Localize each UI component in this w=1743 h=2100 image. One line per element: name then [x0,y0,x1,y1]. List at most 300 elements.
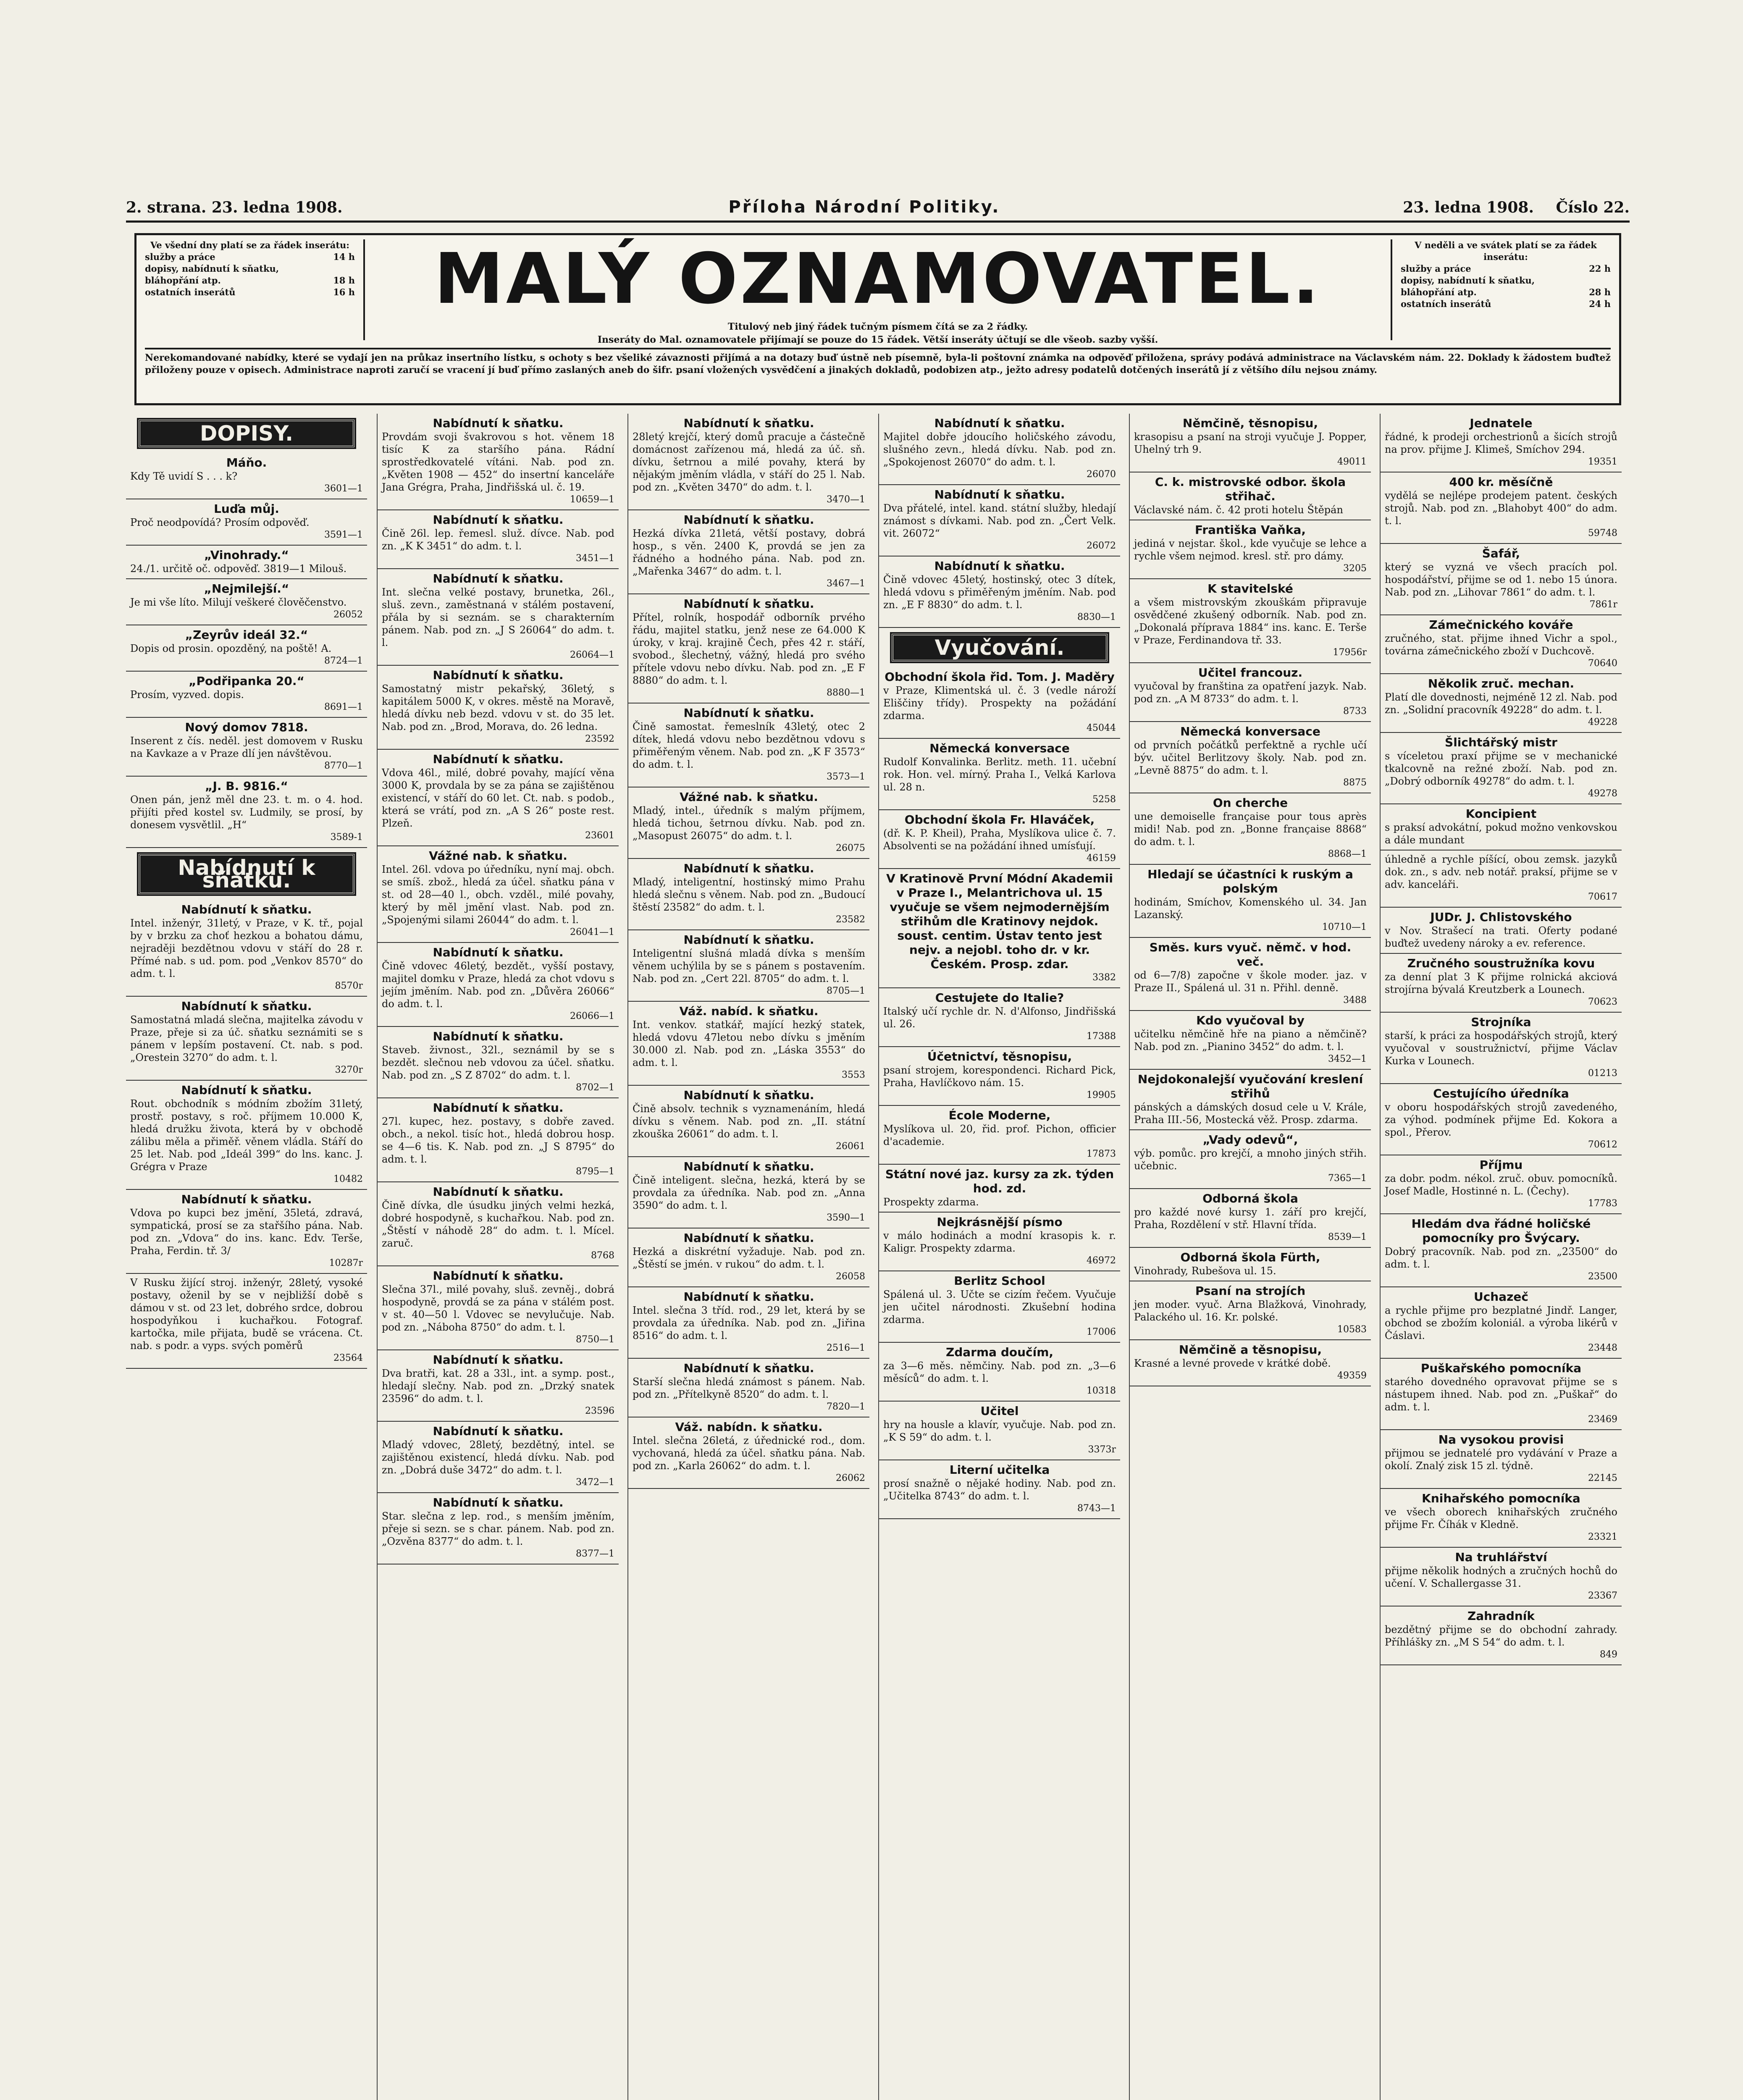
classified-ad [126,499,367,546]
ad-heading: Šlichtářský mistr [1445,735,1557,749]
ad-heading: Nabídnutí k sňatku. [683,933,814,947]
ad-text: Inteligentní slušná mladá dívka s menším věnem uchýlila by se s pánem s postavením. Nab. pod zn. „Cert 22l. 8705“ do adm. t. l. [633,948,865,984]
ad-heading: Učitel [980,1404,1019,1418]
classified-ad [879,1165,1120,1213]
ad-heading: Odborná škola Fürth, [1180,1250,1320,1264]
classified-ad [1381,544,1622,615]
ad-number: 3472—1 [576,1477,614,1488]
ad-number: 8750—1 [576,1334,614,1345]
ad-heading: Vážné nab. k sňatku. [680,790,818,804]
classified-ad [378,1422,619,1493]
ad-heading: Nabídnutí k sňatku. [433,752,564,766]
ad-text: Int. slečna velké postavy, brunetka, 26l., sluš. zevn., zaměstnaná v stálém postavení, přála by si seznám. se s charakterním pánem. Nab. pod zn. „J S 26064“ do adm. t. l. [382,586,614,648]
classified-ad [879,1271,1120,1343]
ad-number: 3573—1 [827,772,865,782]
ad-text: Myslíkova ul. 20, řid. prof. Pichon, officier d'academie. [883,1123,1116,1147]
ad-heading: Nabídnutí k sňatku. [433,1029,564,1043]
ad-number: 10583 [1337,1324,1367,1335]
classified-ad [879,1213,1120,1271]
ad-text: Je mi vše líto. Milují veškeré člověčenstvo. [130,596,347,608]
ad-text: Přítel, rolník, hospodář odborník prvého řádu, majitel statku, jenž nese ze 64.000 K úroky, v kraj. krajině Čech, přes 42 r. stáří, svobod., šlechetný, vážný, hledá pro svého přítele vdovu nebo dívku. Nab. pod zn. „E F 8880“ do adm. t. l. [633,612,865,686]
ad-text: zručného, stat. přijme ihned Vichr a spol., továrna zámečnického zboží v Duchcově. [1385,633,1617,657]
classified-ad [1381,472,1622,544]
ad-heading: 400 kr. měsíčně [1449,475,1553,489]
ad-heading: Nabídnutí k sňatku. [433,1101,564,1115]
ad-heading: Nabídnutí k sňatku. [683,513,814,527]
ad-number: 46972 [1087,1255,1116,1266]
classified-ad [1381,1084,1622,1155]
classified-ad [1130,1011,1371,1070]
classified-ad [1381,954,1622,1013]
ad-number: 8377—1 [576,1549,614,1559]
ad-text: Čině dívka, dle úsudku jiných velmi hezká, dobré hospodyně, s kuchařkou. Nab. pod zn. „Štěstí v náhodě 28“ do adm. t. l. Mícel. zaruč. [382,1200,614,1249]
ad-heading: Nabídnutí k sňatku. [433,513,564,527]
ad-text: Intel. slečna 3 tříd. rod., 29 let, která by se provdala za úředníka. Nab. pod zn. „Jiřina 8516“ do adm. t. l. [633,1305,865,1341]
ad-heading: Berlitz School [954,1274,1045,1288]
classified-ad [1130,1189,1371,1248]
classified-ad [1130,793,1371,865]
classified-ad [126,900,367,997]
ad-text: 24./1. určitě oč. odpověď. 3819—1 Milouš. [130,563,347,575]
ad-number: 8705—1 [827,986,865,996]
ad-heading: Cestujícího úředníka [1433,1087,1569,1100]
ad-number: 3451—1 [576,553,614,564]
ad-text: od 6—7/8) započne v škole moder. jaz. v Praze II., Spálená ul. 31 n. Přihl. denně. [1134,969,1367,994]
classified-ad [1381,733,1622,804]
ad-text: Provdám svoji švakrovou s hot. věnem 18 tisíc K za staršího pána. Rádní sprostředkovatelé vítáni. Nab. pod zn. „Květen 1908 — 452“ do insertní kanceláře Jana Grégra, Praha, Jindřišská ul. č. 19. [382,431,614,493]
ad-number: 26041—1 [570,927,614,937]
classified-ad [1130,414,1371,472]
ad-number: 3467—1 [827,578,865,589]
classified-ad [628,1287,869,1359]
ad-number: 3270r [335,1065,363,1075]
classified-ad [378,1266,619,1350]
ad-number: 23469 [1588,1414,1617,1425]
classified-ad [378,1182,619,1266]
ad-text: Samostatný mistr pekařský, 36letý, s kapitálem 5000 K, v okres. městě na Moravě, hledá dívku neb bezd. vdovu v st. do 35 let. Nab. pod zn. „Brod, Morava, do. 26 ledna. [382,683,614,732]
ad-text: učitelku němčině hře na piano a němčině? Nab. pod zn. „Pianino 3452“ do adm. t. l. [1134,1028,1367,1053]
ad-text: přijmou se jednatelé pro vydávání v Praze a okolí. Znalý zisk 15 zl. týdně. [1385,1447,1617,1472]
classified-ad [378,569,619,666]
ad-column [1129,414,1371,2100]
ad-number: 26075 [836,843,865,853]
ad-heading: „Podřipanka 20.“ [189,674,304,688]
ad-text: v oboru hospodářských strojů zavedeného, za výhod. podmínek přijme Ed. Kokora a spol., Přerov. [1385,1101,1617,1138]
ad-heading: Hledám dva řádné holičské pomocníky pro Švýcary. [1411,1217,1591,1245]
ad-heading: Nabídnutí k sňatku. [683,1160,814,1173]
classified-ad [879,1343,1120,1402]
ad-number: 19905 [1087,1090,1116,1100]
ad-heading: Zámečnického kováře [1429,618,1573,632]
ad-heading: Zdarma doučím, [945,1345,1054,1359]
ad-number: 26072 [1087,541,1116,551]
ad-text: Čině absolv. technik s vyznamenáním, hledá dívku s věnem. Nab. pod zn. „II. státní zkouška 26061“ do adm. t. l. [633,1103,865,1140]
classified-ad [879,414,1120,485]
ad-heading: Psaní na strojích [1195,1284,1306,1298]
classified-ad [1381,1013,1622,1084]
classified-ad [1381,1489,1622,1548]
ad-heading: Vážné nab. k sňatku. [429,849,567,863]
classified-ad [126,1081,367,1190]
ad-text: Hezká dívka 21letá, větší postavy, dobrá hosp., s věn. 2400 K, provdá se jen za řádného a hodného pána. Nab. pod zn. „Mařenka 3467“ do adm. t. l. [633,528,865,577]
ad-heading: Nabídnutí k sňatku. [683,861,814,875]
ad-number: 3205 [1343,563,1367,574]
date-issue [1386,199,1630,216]
ad-heading: Nabídnutí k sňatku. [683,706,814,720]
ad-number: 49359 [1337,1370,1367,1381]
classified-ad [126,672,367,718]
classified-ad [1381,1430,1622,1489]
classified-ad [1130,520,1371,579]
supplement-title: Příloha Národní Politiky. [728,197,1000,217]
classified-ad [879,1047,1120,1106]
ad-number: 8702—1 [576,1082,614,1093]
ad-heading: C. k. mistrovské odbor. škola střihač. [1155,475,1346,503]
ad-heading: Strojníka [1471,1015,1531,1029]
classified-ad [1381,908,1622,954]
ad-number: 2516—1 [827,1343,865,1353]
ad-text: Dva přátelé, intel. kand. státní služby, hledají známost s dívkami. Nab. pod zn. „Čert Velk. vit. 26072“ [883,502,1116,539]
ad-heading: Hledají se účastníci k ruským a polským [1147,867,1353,895]
ad-heading: Na vysokou provisi [1438,1433,1564,1446]
classified-ad [628,1359,869,1418]
ad-number: 10710—1 [1322,922,1367,932]
ad-number: 26061 [836,1141,865,1152]
ad-heading: Šafář, [1482,546,1520,560]
ad-text: une demoiselle française pour tous après midi! Nab. pod zn. „Bonne française 8868“ do adm. t. l. [1134,811,1367,848]
ad-heading: Puškařského pomocníka [1420,1361,1582,1375]
classified-ad [1130,579,1371,663]
classified-ad [1381,1287,1622,1359]
ad-text: (dř. K. P. Kheil), Praha, Myslíkova ulice č. 7. Absolventi se na požádání ihned umísťují. [883,827,1116,852]
ad-text: který se vyzná ve všech pracích pol. hospodářství, přijme se od 1. nebo 15 února. Nab. pod zn. „Lihovar 7861“ do adm. t. l. [1385,561,1617,598]
ad-heading: Němčině a těsnopisu, [1179,1343,1322,1357]
classified-ad [378,1493,619,1564]
ad-number: 23582 [836,914,865,925]
classified-ad [1130,1281,1371,1340]
ad-heading: Obchodní škola Fr. Hlaváček, [904,813,1095,827]
ad-heading: „J. B. 9816.“ [205,779,288,793]
newspaper-page [126,0,1630,2100]
ad-text: Intel. 26l. vdova po úředníku, nyní maj. obch. se smíš. zbož., hledá za účel. sňatku pána v st. od 28—40 l., obch. vzděl., milé povahy, který by měl jmění vlast. Nab. pod zn. „Spojenými silami 26044“ do adm. t. l. [382,864,614,926]
ad-heading: Směs. kurs vyuč. němč. v hod. več. [1149,940,1352,969]
ad-heading: Nabídnutí k sňatku. [181,903,312,916]
ad-heading: Máňo. [226,456,267,470]
classified-ad [378,1027,619,1098]
ad-number: 3452—1 [1328,1054,1367,1064]
ad-heading: „Nejmilejší.“ [204,582,289,596]
ad-number: 19351 [1588,457,1617,467]
classified-ad [1130,1130,1371,1189]
section-banner: DOPISY. [139,420,354,447]
price-row: dopisy, nabídnutí k sňatku, [145,263,279,274]
ad-number: 5258 [1092,794,1116,805]
ad-heading: K stavitelské [1208,582,1293,596]
ad-heading: Nejkrásnější písmo [937,1215,1063,1229]
ad-number: 8875 [1343,777,1367,788]
classified-ad [1130,865,1371,938]
ad-text: Prospekty zdarma. [883,1196,979,1208]
ad-text: 28letý krejčí, který domů pracuje a částečně domácnost zařízenou má, hledá za úč. sň. dívku, šetrnou a milé povahy, která by nějakým jměním vládla, v stáří do 25 l. Nab. pod zn. „Květen 3470“ do adm. t. l. [633,431,865,493]
ad-number: 23321 [1588,1532,1617,1542]
ad-heading: Jednatele [1470,416,1533,430]
ad-text: s víceletou praxí přijme se v mechanické tkalcovně na režné zboží. Nab. pod zn. „Dobrý odborník 49278“ do adm. t. l. [1385,750,1617,787]
ad-text: Rudolf Konvalinka. Berlitz. meth. 11. učební rok. Hon. vel. mírný. Praha I., Velká Karlova ul. 28 n. [883,756,1116,793]
ad-text: s praksí advokátní, pokud možno venkovskou a dále mundant [1385,822,1617,846]
classified-ad [628,930,869,1002]
ad-heading: Nabídnutí k sňatku. [181,1083,312,1097]
ad-text: Samostatná mladá slečna, majitelka závodu v Praze, přeje si za úč. sňatku seznámiti se s pánem v lepším postavení. Ct. nab. s pod. „Orestein 3270“ do adm. t. l. [130,1014,363,1063]
price-row: ostatních inserátů 16 h [145,287,355,297]
ad-text: Čině inteligent. slečna, hezká, která by se provdala za úředníka. Nab. pod zn. „Anna 3590“ do adm. t. l. [633,1174,865,1211]
ad-text: krasopisu a psaní na stroji vyučuje J. Popper, Uhelný trh 9. [1134,431,1367,455]
classified-ad [1130,1340,1371,1386]
classified-ad [378,1350,619,1422]
classified-ad [126,579,367,625]
ad-number: 8795—1 [576,1166,614,1177]
classified-ad [1381,414,1622,472]
ad-number: 8539—1 [1328,1232,1367,1242]
ad-heading: Nabídnutí k sňatku. [433,1424,564,1438]
classified-ad [879,556,1120,628]
classified-ad [378,846,619,943]
ad-text: pro každé nové kursy 1. září pro krejčí, Praha, Rozdělení v stř. Hlavní třída. [1134,1206,1367,1231]
ad-number: 49011 [1337,457,1367,467]
ad-heading: École Moderne, [948,1108,1051,1122]
ad-text: Čině vdovec 45letý, hostinský, otec 3 dítek, hledá vdovu s přiměřeným jměním. Nab. pod zn. „E F 8830“ do adm. t. l. [883,574,1116,611]
ad-number: 23592 [585,734,614,744]
ad-text: Václavské nám. č. 42 proti hotelu Štěpán [1134,504,1343,516]
ad-text: Dva bratři, kat. 28 a 33l., int. a symp. post., hledají slečny. Nab. pod zn. „Drzký snatek 23596“ do adm. t. l. [382,1368,614,1404]
section-banner: Vyučování. [892,634,1108,662]
ad-text: výb. pomůc. pro krejčí, a mnoho jiných střih. učebnic. [1134,1147,1367,1172]
ad-text: Čině vdovec 46letý, bezdět., vyšší postavy, majitel domku v Praze, hledá za chot vdovu s jejím jměním. Nab. pod zn. „Důvěra 26066“ do adm. t. l. [382,960,614,1010]
ad-text: jen moder. vyuč. Arna Blažková, Vinohrady, Palackého ul. 16. Kr. polské. [1134,1299,1367,1323]
ad-number: 49278 [1588,788,1617,799]
classified-ad [126,718,367,777]
classified-ad [628,594,869,704]
ad-number: 3591—1 [324,530,363,540]
ad-heading: Váž. nabíd. k sňatku. [679,1004,819,1018]
ad-heading: Nabídnutí k sňatku. [934,488,1065,501]
classified-ad [1130,938,1371,1011]
classified-ad [879,667,1120,739]
classified-ad [628,510,869,594]
ad-number: 8743—1 [1077,1503,1116,1514]
ad-heading: Františka Vaňka, [1194,523,1306,537]
price-row: služby a práce 22 h [1401,263,1611,274]
ad-text: a rychle přijme pro bezplatné Jindř. Langer, obchod se zbožím koloniál. a výroba likérů v Čáslavi. [1385,1305,1617,1341]
ad-heading: Na truhlářství [1455,1550,1547,1564]
ad-text: Dobrý pracovník. Nab. pod zn. „23500“ do adm. t. l. [1385,1246,1617,1270]
price-row: ostatních inserátů 24 h [1401,299,1611,309]
ad-number: 8868—1 [1328,849,1367,859]
ad-number: 3553 [842,1070,865,1080]
ad-heading: Německá konversace [929,741,1070,755]
ad-heading: Knihařského pomocníka [1422,1491,1580,1505]
ad-number: 23367 [1588,1591,1617,1601]
ad-text: hodinám, Smíchov, Komenského ul. 34. Jan Lazanský. [1134,896,1367,921]
classified-ad [126,1190,367,1274]
ad-number: 26066—1 [570,1011,614,1021]
classified-ad [628,788,869,859]
classified-ad [378,666,619,750]
ad-number: 01213 [1588,1068,1617,1079]
ad-number: 3488 [1343,995,1367,1005]
classified-ad [126,997,367,1081]
ad-column [126,414,367,2100]
classified-ad [1381,1155,1622,1214]
ad-number: 26070 [1087,469,1116,480]
classified-ad [879,739,1120,810]
ad-number: 23448 [1588,1343,1617,1353]
ad-number: 45044 [1087,723,1116,733]
ad-number: 10318 [1087,1386,1116,1396]
header-rule [126,220,1630,223]
ad-heading: Nabídnutí k sňatku. [433,1185,564,1199]
classified-ad [628,1228,869,1287]
ad-heading: Nejdokonalejší vyučování kreslení střihů [1137,1072,1363,1100]
ad-heading: Nabídnutí k sňatku. [683,1290,814,1304]
classified-ad [126,777,367,848]
price-row: dopisy, nabídnutí k sňatku, [1401,275,1535,286]
ad-text: Starší slečna hledá známost s pánem. Nab. pod zn. „Přítelkyně 8520“ do adm. t. l. [633,1376,865,1400]
ad-heading: Literní učitelka [949,1463,1050,1477]
ad-number: 17783 [1588,1198,1617,1209]
ad-text: V Rusku žijící stroj. inženýr, 28letý, vysoké postavy, oženil by se v nejbližší době s dámou v st. od 23 let, dobrého srdce, dobrou hospodyňkou i kuchařkou. Fotograf. kartočka, mile přijata, budě se vrácena. Ct. nab. s podr. a vyps. svých poměrů [130,1277,363,1352]
weekday-price-box [145,239,365,340]
ad-text: starší, k práci za hospodářských strojů, který vyučoval v soustružnictví, přijme Václav Kurka v Lounech. [1385,1030,1617,1067]
ad-text: Spálená ul. 3. Učte se cizím řečem. Vyučuje jen učitel národnosti. Zkušební hodina zdarma. [883,1289,1116,1326]
classified-ad [378,1098,619,1182]
classified-ad [628,414,869,510]
ad-heading: Uchazeč [1473,1290,1529,1304]
ad-heading: Nabídnutí k sňatku. [683,1088,814,1102]
ad-text: Prosím, vyzved. dopis. [130,689,244,701]
ad-text: Kdy Tě uvidí S . . . k? [130,470,238,482]
ad-text: ve všech oborech knihařských zručného přijme Fr. Číhák v Kledně. [1385,1506,1617,1530]
ad-heading: Zručného soustružníka kovu [1407,956,1595,970]
classified-ad [126,546,367,579]
ad-text: v Nov. Strašecí na trati. Oferty podané buďtež uvedeny nároky a ev. reference. [1385,925,1617,949]
ad-heading: Nabídnutí k sňatku. [433,1353,564,1367]
ad-heading: Učitel francouz. [1198,666,1303,680]
ad-number: 70623 [1588,997,1617,1007]
ad-number: 17956r [1333,647,1367,658]
ad-number: 10659—1 [570,494,614,505]
ad-heading: Kdo vyučoval by [1196,1013,1305,1027]
classified-ad [1130,472,1371,520]
classified-ad [628,1418,869,1489]
classified-ad [1130,1248,1371,1281]
ad-text: řádné, k prodeji orchestrionů a šicích strojů na prov. přijme J. Klimeš, Smíchov 294. [1385,431,1617,455]
ad-text: v málo hodinách a modní krasopis k. r. Kaligr. Prospekty zdarma. [883,1230,1116,1254]
ad-heading: Němčině, těsnopisu, [1182,416,1318,430]
ad-number: 8691—1 [324,702,363,712]
ad-heading: Nabídnutí k sňatku. [934,416,1065,430]
ad-number: 23500 [1588,1271,1617,1282]
ad-text: Vdova po kupci bez jmění, 35letá, zdravá, sympatická, prosí se za stařšího pána. Nab. pod zn. „Vdova“ do ins. kanc. Edv. Terše, Praha, Ferdin. tř. 3/ [130,1207,363,1257]
ad-number: 7820—1 [827,1402,865,1412]
holiday-price-head: V neděli a ve svátek platí se za řádek inserátu: [1415,240,1597,262]
ad-number: 17873 [1087,1149,1116,1159]
ad-text: Rout. obchodník s módním zbožím 31letý, prostř. postavy, s roč. příjmem 10.000 K, hledá družku života, která by v obchodě zálibu měla a přiměř. věnem vládla. Stáří do 25 let. Nab. pod „Ideál 399“ do lns. kanc. J. Grégra v Praze [130,1098,363,1173]
masthead-title: MALÝ OZNAMOVATEL. [434,239,1322,320]
ad-text: vydělá se nejlépe prodejem patent. českých strojů. Nab. pod zn. „Blahobyt 400“ do adm. t. l. [1385,490,1617,527]
price-row: služby a práce 14 h [145,252,355,262]
classified-ad [628,1157,869,1228]
ad-text: Staveb. živnost., 32l., seznámil by se s bezdět. slečnou neb vdovou za účel. sňatku. Nab. pod zn. „S Z 8702“ do adm. t. l. [382,1044,614,1081]
ad-text: Vdova 46l., milé, dobré povahy, mající věna 3000 K, provdala by se za pána se zajištěnou existencí, v stáří do 60 let. Ct. nab. s podob., která se vrátí, pod zn. „A S 26“ poste rest. Plzeň. [382,767,614,829]
ad-number: 3601—1 [324,483,363,494]
classified-ad [126,1274,367,1369]
ad-number: 26064—1 [570,650,614,660]
ad-text: Čině samostat. řemeslník 43letý, otec 2 dítek, hledá vdovu nebo bezdětnou vdovu s přiměřeným věnem. Nab. pod zn. „K F 3573“ do adm. t. l. [633,721,865,770]
ad-number: 7861r [1589,599,1617,610]
running-head [126,197,1630,217]
ad-column [1380,414,1622,2100]
ad-text: psaní strojem, korespondenci. Richard Pick, Praha, Havlíčkovo nám. 15. [883,1064,1116,1089]
masthead [134,233,1621,405]
ad-number: 8724—1 [324,656,363,666]
ad-number: 3470—1 [827,494,865,505]
classified-ad [126,453,367,499]
ad-text: Intel. slečna 26letá, z úřednické rod., dom. vychovaná, hledá za účel. sňatku pána. Nab. pod zn. „Karla 26062“ do adm. t. l. [633,1435,865,1472]
ad-text: Krasné a levné provede v krátké době. [1134,1357,1331,1369]
ad-number: 17006 [1087,1327,1116,1337]
ad-number: 7365—1 [1328,1173,1367,1184]
ad-heading: Státní nové jaz. kursy za zk. týden hod. zd. [885,1167,1114,1195]
issue-number: Číslo 22. [1556,199,1630,216]
ad-number: 8770—1 [324,761,363,771]
ad-heading: Několik zruč. mechan. [1428,677,1575,690]
ad-text: Mladý, intel., úředník s malým příjmem, hledá tichou, šetrnou dívku. Nab. pod zn. „Masopust 26075“ do adm. t. l. [633,805,865,842]
ad-text: Proč neodpovídá? Prosím odpověď. [130,517,310,528]
ad-heading: Příjmu [1479,1158,1523,1172]
ad-number: 8830—1 [1077,612,1116,622]
ad-heading: Nabídnutí k sňatku. [433,1496,564,1509]
ad-heading: „Vady odevů“, [1202,1133,1298,1147]
classified-ad [1381,1214,1622,1287]
ad-heading: Zahradník [1467,1609,1535,1623]
ad-number: 26062 [836,1473,865,1483]
ad-text: prosí snažně o nějaké hodiny. Nab. pod zn. „Učitelka 8743“ do adm. t. l. [883,1478,1116,1502]
ad-heading: Nabídnutí k sňatku. [433,572,564,585]
classified-ad [1381,850,1622,908]
ad-column [627,414,869,2100]
ad-text: za 3—6 měs. němčiny. Nab. pod zn. „3—6 měsíců“ do adm. t. l. [883,1360,1116,1384]
classified-ad [879,988,1120,1047]
ad-text: od prvních počátků perfektně a rychle učí býv. učitel Berlitzovy školy. Nab. pod zn. „Levně 8875“ do adm. t. l. [1134,739,1367,776]
classified-ad [378,943,619,1027]
ad-heading: Cestujete do Italie? [935,991,1064,1005]
holiday-price-box [1391,239,1611,340]
ad-heading: JUDr. J. Chlistovského [1430,910,1572,924]
ad-text: Majitel dobře jdoucího holičského závodu, slušného zevn., hledá dívku. Nab. pod zn. „Spokojenost 26070“ do adm. t. l. [883,431,1116,468]
classified-ad [378,750,619,846]
classified-ad [879,485,1120,556]
ad-number: 3590—1 [827,1213,865,1223]
classified-ad [628,1002,869,1086]
ad-number: 22145 [1588,1473,1617,1483]
ad-heading: On cherche [1213,796,1288,810]
ad-number: 3589-1 [330,832,363,843]
classified-ad [1381,674,1622,733]
classified-ad [378,510,619,569]
ad-heading: Nabídnutí k sňatku. [433,668,564,682]
ad-text: Onen pán, jenž měl dne 23. t. m. o 4. hod. přijíti před kostel sv. Ludmily, se prosí, by donesem vysvětlil. „H“ [130,794,363,831]
ad-number: 8768 [591,1250,614,1261]
